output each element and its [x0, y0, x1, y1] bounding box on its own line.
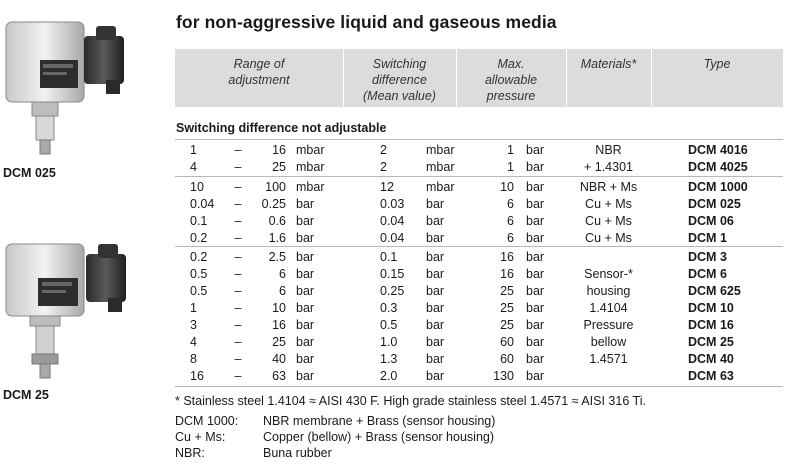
table-cell: 0.03 [380, 197, 405, 211]
table-cell: bar [526, 231, 545, 245]
table-cell: 16 [272, 143, 286, 157]
table-cell: 1 [507, 143, 514, 157]
range-dash: – [234, 301, 242, 315]
table-cell: 1.0 [380, 335, 398, 349]
table-cell: 63 [272, 369, 286, 383]
table-cell: bar [526, 250, 545, 264]
table-cell: 40 [272, 352, 286, 366]
materials-cell: NBR [595, 143, 622, 157]
table-cell: 4 [190, 160, 197, 174]
range-dash: – [234, 267, 242, 281]
table-cell: bar [526, 369, 545, 383]
materials-cell: 1.4571 [589, 352, 628, 366]
table-cell: 16 [272, 318, 286, 332]
materials-cell: 1.4104 [589, 301, 628, 315]
table-cell: 10 [500, 180, 514, 194]
caption-dcm-025: DCM 025 [3, 166, 56, 180]
table-cell: bar [426, 352, 445, 366]
table-cell: bar [426, 301, 445, 315]
type-cell: DCM 06 [688, 214, 734, 228]
type-cell: DCM 1000 [688, 180, 748, 194]
table-cell: 0.5 [190, 284, 208, 298]
table-cell: 6 [507, 197, 514, 211]
type-cell: DCM 025 [688, 197, 741, 211]
table-cell: 3 [190, 318, 197, 332]
type-cell: DCM 63 [688, 369, 734, 383]
table-cell: 16 [500, 267, 514, 281]
table-cell: bar [426, 267, 445, 281]
range-dash: – [234, 231, 242, 245]
table-cell: bar [296, 352, 315, 366]
materials-cell: + 1.4301 [583, 160, 633, 174]
row-rule [175, 176, 783, 177]
table-cell: bar [296, 335, 315, 349]
table-cell: bar [526, 160, 545, 174]
page-title: for non-aggressive liquid and gaseous media [176, 12, 557, 32]
table-cell: 25 [272, 160, 286, 174]
table-cell: bar [426, 335, 445, 349]
col-header-switching-line: Switching [372, 57, 427, 71]
table-cell: 6 [279, 267, 286, 281]
table-cell: 0.04 [380, 231, 405, 245]
table-cell: 25 [500, 318, 514, 332]
table-cell: 2.0 [380, 369, 398, 383]
type-cell: DCM 1 [688, 231, 727, 245]
table-cell: bar [526, 267, 545, 281]
table-cell: bar [426, 284, 445, 298]
table-cell: bar [426, 214, 445, 228]
materials-cell: Sensor-* [584, 267, 633, 281]
col-header-type: Type [703, 57, 731, 71]
range-dash: – [234, 369, 242, 383]
range-dash: – [234, 250, 242, 264]
col-header-range [175, 56, 343, 88]
table-cell: 0.15 [380, 267, 405, 281]
table-cell: bar [526, 143, 545, 157]
materials-cell: bellow [590, 335, 627, 349]
type-cell: DCM 3 [688, 250, 727, 264]
table-cell: bar [296, 231, 315, 245]
table-cell: 0.5 [190, 267, 208, 281]
col-header-switching-line: difference [372, 73, 427, 87]
section-subheading: Switching difference not adjustable [176, 121, 387, 135]
row-rule [175, 139, 783, 140]
table-cell: 6 [507, 214, 514, 228]
table-cell: mbar [296, 180, 325, 194]
table-cell: 1 [190, 143, 197, 157]
table-cell: 0.25 [380, 284, 405, 298]
table-cell: 25 [272, 335, 286, 349]
type-cell: DCM 4016 [688, 143, 748, 157]
table-cell: bar [426, 369, 445, 383]
table-cell: 1 [507, 160, 514, 174]
table-cell: mbar [426, 160, 455, 174]
table-cell: bar [526, 352, 545, 366]
table-cell: bar [426, 250, 445, 264]
table-cell: 6 [279, 284, 286, 298]
table-cell: 10 [272, 301, 286, 315]
materials-cell: Cu + Ms [585, 214, 632, 228]
legend-value: Copper (bellow) + Brass (sensor housing) [263, 430, 495, 444]
table-cell: 0.6 [268, 214, 286, 228]
col-header-range-line: adjustment [228, 73, 290, 87]
table-cell: bar [526, 284, 545, 298]
table-cell: 1.6 [268, 231, 286, 245]
col-header-switching-line: (Mean value) [363, 89, 436, 103]
table-cell: 8 [190, 352, 197, 366]
table-cell: 25 [500, 284, 514, 298]
table-cell: 2 [380, 160, 387, 174]
materials-cell: Cu + Ms [585, 231, 632, 245]
table-cell: bar [296, 267, 315, 281]
table-cell: 10 [190, 180, 204, 194]
table-cell: mbar [296, 160, 325, 174]
legend-value: Buna rubber [263, 446, 332, 460]
materials-cell: housing [586, 284, 631, 298]
table-cell: 25 [500, 301, 514, 315]
range-dash: – [234, 160, 242, 174]
table-cell: 1 [190, 301, 197, 315]
materials-cell: Cu + Ms [585, 197, 632, 211]
table-cell: bar [426, 197, 445, 211]
table-cell: 16 [500, 250, 514, 264]
legend-key: Cu + Ms: [175, 430, 226, 444]
col-header-materials: Materials* [580, 57, 637, 71]
table-cell: 0.3 [380, 301, 398, 315]
legend-key: NBR: [175, 446, 205, 460]
table-cell: bar [296, 214, 315, 228]
dcm-25-photo [2, 240, 152, 380]
table-cell: bar [296, 301, 315, 315]
table-cell: bar [526, 318, 545, 332]
range-dash: – [234, 335, 242, 349]
table-cell: bar [296, 250, 315, 264]
legend-key: DCM 1000: [175, 414, 239, 428]
range-dash: – [234, 143, 242, 157]
table-cell: 0.2 [190, 250, 208, 264]
table-cell: 60 [500, 335, 514, 349]
row-rule [175, 386, 783, 387]
table-cell: 0.2 [190, 231, 208, 245]
range-dash: – [234, 352, 242, 366]
col-header-pressure-line: pressure [486, 89, 536, 103]
table-cell: bar [526, 301, 545, 315]
table-cell: 16 [190, 369, 204, 383]
table-cell: 130 [493, 369, 514, 383]
dcm-025-photo [2, 18, 152, 158]
col-header-pressure [456, 56, 566, 104]
col-header-switching [343, 56, 456, 104]
table-cell: bar [526, 180, 545, 194]
table-cell: mbar [296, 143, 325, 157]
range-dash: – [234, 197, 242, 211]
table-cell: 0.25 [261, 197, 286, 211]
table-cell: 1.3 [380, 352, 398, 366]
table-cell: bar [296, 197, 315, 211]
table-cell: bar [296, 318, 315, 332]
type-cell: DCM 6 [688, 267, 727, 281]
table-cell: 2 [380, 143, 387, 157]
legend-value: NBR membrane + Brass (sensor housing) [263, 414, 496, 428]
materials-cell: NBR + Ms [579, 180, 638, 194]
type-cell: DCM 10 [688, 301, 734, 315]
col-header-pressure-line: allowable [484, 73, 538, 87]
table-cell: bar [296, 284, 315, 298]
table-cell: mbar [426, 180, 455, 194]
table-cell: 0.5 [380, 318, 398, 332]
range-dash: – [234, 214, 242, 228]
range-dash: – [234, 284, 242, 298]
materials-cell: Pressure [583, 318, 634, 332]
col-header-range-line: Range of [233, 57, 285, 71]
table-cell: 12 [380, 180, 394, 194]
table-cell: 0.04 [380, 214, 405, 228]
table-cell: 0.1 [190, 214, 208, 228]
type-cell: DCM 625 [688, 284, 741, 298]
table-cell: 6 [507, 231, 514, 245]
table-cell: bar [296, 369, 315, 383]
table-cell: bar [426, 318, 445, 332]
col-header-pressure-line: Max. [497, 57, 525, 71]
type-cell: DCM 16 [688, 318, 734, 332]
table-cell: mbar [426, 143, 455, 157]
table-cell: 2.5 [268, 250, 286, 264]
table-cell: 100 [265, 180, 286, 194]
table-cell: 60 [500, 352, 514, 366]
table-cell: 0.04 [190, 197, 215, 211]
table-cell: bar [426, 231, 445, 245]
caption-dcm-25: DCM 25 [3, 388, 49, 402]
table-cell: bar [526, 214, 545, 228]
table-cell: 4 [190, 335, 197, 349]
table-cell: 0.1 [380, 250, 398, 264]
table-cell: bar [526, 335, 545, 349]
type-cell: DCM 40 [688, 352, 734, 366]
type-cell: DCM 25 [688, 335, 734, 349]
type-cell: DCM 4025 [688, 160, 748, 174]
range-dash: – [234, 180, 242, 194]
footnote: * Stainless steel 1.4104 ≈ AISI 430 F. High grade stainless steel 1.4571 ≈ AISI 316 Ti. [175, 394, 646, 408]
table-cell: bar [526, 197, 545, 211]
range-dash: – [234, 318, 242, 332]
